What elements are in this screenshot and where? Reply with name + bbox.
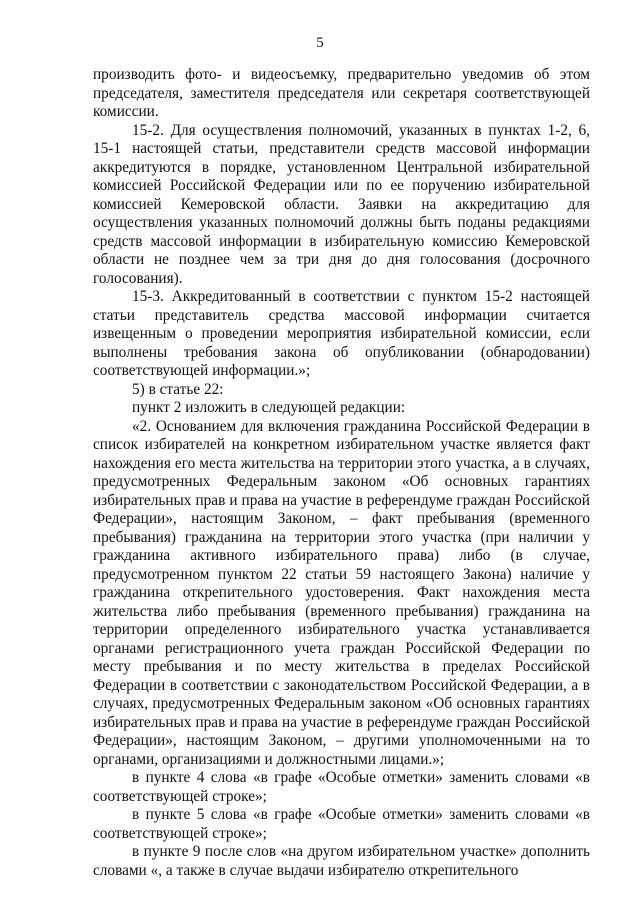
paragraph-article-22: 5) в статье 22: xyxy=(132,380,224,398)
paragraph-point-2-text: «2. Основанием для включения гражданина Российской Федерации в список избирателей на конкретном избирательном участке является факт нахождения его места жительства на территории этого участка, а в случаях, предусмотренных Федеральным законом «Об основных гарантиях избирательных прав и права на участие в референдуме граждан Российской Федерации», настоящим Законом, – факт пребывания (временного пребывания) гражданина на территории этого участка (при наличии у гражданина активного избирательного права) либо (в случае, предусмотренном пунктом 22 статьи 59 настоящего Закона) наличие у гражданина открепительного удостоверения. Факт нахождения места жительства либо пребывания (временного пребывания) гражданина на территории определенного избирательного участка устанавливается органами регистрационного учета граждан Российской Федерации по месту пребывания и по месту жительства в пределах Российской Федерации в соответствии с законодательством Российской Федерации, а в случаях, предусмотренных Федеральным законом «Об основных гарантиях избирательных прав и права на участие в референдуме граждан Российской Федерации», настоящим Законом, – другими уполномоченными на то органами, организациями и должностными лицами.»; xyxy=(93,417,590,768)
paragraph-15-3: 15-3. Аккредитованный в соответствии с пунктом 15-2 настоящей статьи представитель средства массовой информации считается извещенным о проведении мероприятия избирательной комиссии, если выполнены требования закона об опубликовании (обнародовании) соответствующей информации.»; xyxy=(93,288,590,379)
paragraph-point-4: в пункте 4 слова «в графе «Особые отметки» заменить словами «в соответствующей строке»; xyxy=(93,769,590,805)
paragraph-15-2: 15-2. Для осуществления полномочий, указанных в пунктах 1-2, 6, 15-1 настоящей статьи, представители средств массовой информации аккредитуются в порядке, установленном Центральной избирательной комиссией Российской Федерации или по ее поручению избирательной комиссией Кемеровской области. Заявки на аккредитацию для осуществления указанных полномочий должны быть поданы редакциями средств массовой информации в избирательную комиссию Кемеровской области не позднее чем за три дня до дня голосования (досрочного голосования). xyxy=(93,121,590,287)
page-number: 5 xyxy=(316,35,324,51)
paragraph-point-2-intro: пункт 2 изложить в следующей редакции: xyxy=(132,399,406,416)
paragraph-point-9: в пункте 9 после слов «на другом избирательном участке» дополнить словами «, а также в случае выдачи избирателю открепительного xyxy=(93,843,590,879)
paragraph-point-5: в пункте 5 слова «в графе «Особые отметки» заменить словами «в соответствующей строке»; xyxy=(93,806,590,842)
document-body xyxy=(93,66,590,880)
paragraph-continuation: производить фото- и видеосъемку, предварительно уведомив об этом председателя, заместителя председателя или секретаря соответствующей комиссии. xyxy=(93,66,590,120)
